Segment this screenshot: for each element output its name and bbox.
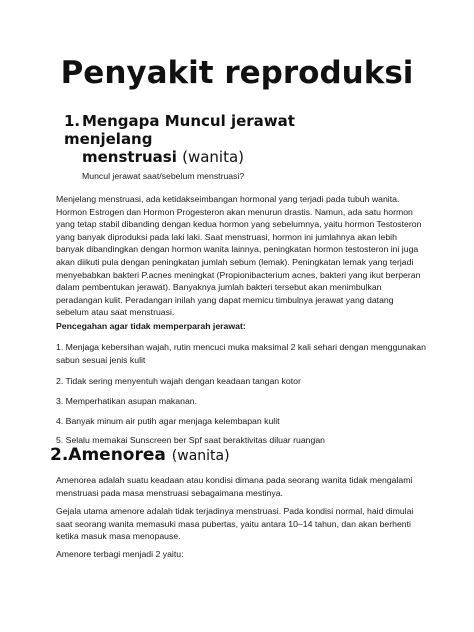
section-1-heading-line2-wrap — [64, 148, 364, 166]
section-2-paragraph-3: Amenore terbagi menjadi 2 yaitu: — [56, 549, 184, 559]
section-2-heading-text: Amenorea — [68, 445, 166, 465]
section-1-question: Muncul jerawat saat/sebelum menstruasi? — [82, 171, 245, 181]
section-2-heading — [50, 444, 230, 467]
prevention-item-4: 4. Banyak minum air putih agar menjaga kelembapan kulit — [56, 416, 280, 426]
section-2-number: 2. — [50, 445, 69, 465]
section-2-heading-sub: (wanita) — [171, 448, 230, 464]
prevention-item-1: 1. Menjaga kebersihan wajah, rutin mencuci muka maksimal 2 kali sehari dengan menggunakan sabun sesuai jenis kulit — [56, 342, 426, 365]
prevention-heading: Pencegahan agar tidak memperparah jerawat: — [56, 321, 246, 331]
section-1-heading-line2: menstruasi — [82, 148, 177, 166]
section-1-heading-sub: (wanita) — [182, 148, 245, 166]
section-1-heading — [64, 112, 364, 166]
section-1-paragraph: Menjelang menstruasi, ada ketidakseimbangan hormonal yang terjadi pada tubuh wanita. Hormon Estrogen dan Hormon Progesteron akan menurun drastis. Namun, ada satu hormon yang tetap stabil dibanding dengan kedua hormon yang sebelumnya, yaitu hormon Testosteron yang banyak diproduksi pada laki laki. Saat menstruasi, hormon ini jumlahnya akan lebih banyak dibandingkan dengan hormon wanita lainnya, peningkatan hormon testosteron ini juga akan diikuti pula dengan peningkatan jumlah sebum (lemak). Peningkatan lemak yang terjadi menyebabkan bakteri P.acnes meningkat (Propionibacterium acnes, bakteri yang ikut berperan dalam pembentukan jerawat). Banyaknya jumlah bakteri tersebut akan menimbulkan peradangan kulit. Peradangan inilah yang dapat memicu timbulnya jerawat yang datang sebelum atau saat menstruasi. — [56, 194, 422, 318]
prevention-item-5: 5. Selalu memakai Sunscreen ber Spf saat beraktivitas diluar ruangan — [56, 435, 325, 445]
section-1-heading-line1: Mengapa Muncul jerawat menjelang — [64, 112, 295, 148]
section-2-paragraph-1: Amenorea adalah suatu keadaan atau kondisi dimana pada seorang wanita tidak mengalami menstruasi pada masa menstruasi sebagaimana mestinya. — [56, 475, 413, 498]
section-2-paragraph-2: Gejala utama amenore adalah tidak terjadinya menstruasi. Pada kondisi normal, haid dimulai saat seorang wanita memasuki masa pubertas, yaitu antara 10–14 tahun, dan akan berhenti ketika masuk masa menopause. — [56, 506, 414, 542]
document-title: Penyakit reproduksi — [60, 55, 414, 91]
section-1-number: 1. — [64, 112, 81, 130]
prevention-item-3: 3. Memperhatikan asupan makanan. — [56, 396, 198, 406]
prevention-item-2: 2. Tidak sering menyentuh wajah dengan keadaan tangan kotor — [56, 376, 301, 386]
